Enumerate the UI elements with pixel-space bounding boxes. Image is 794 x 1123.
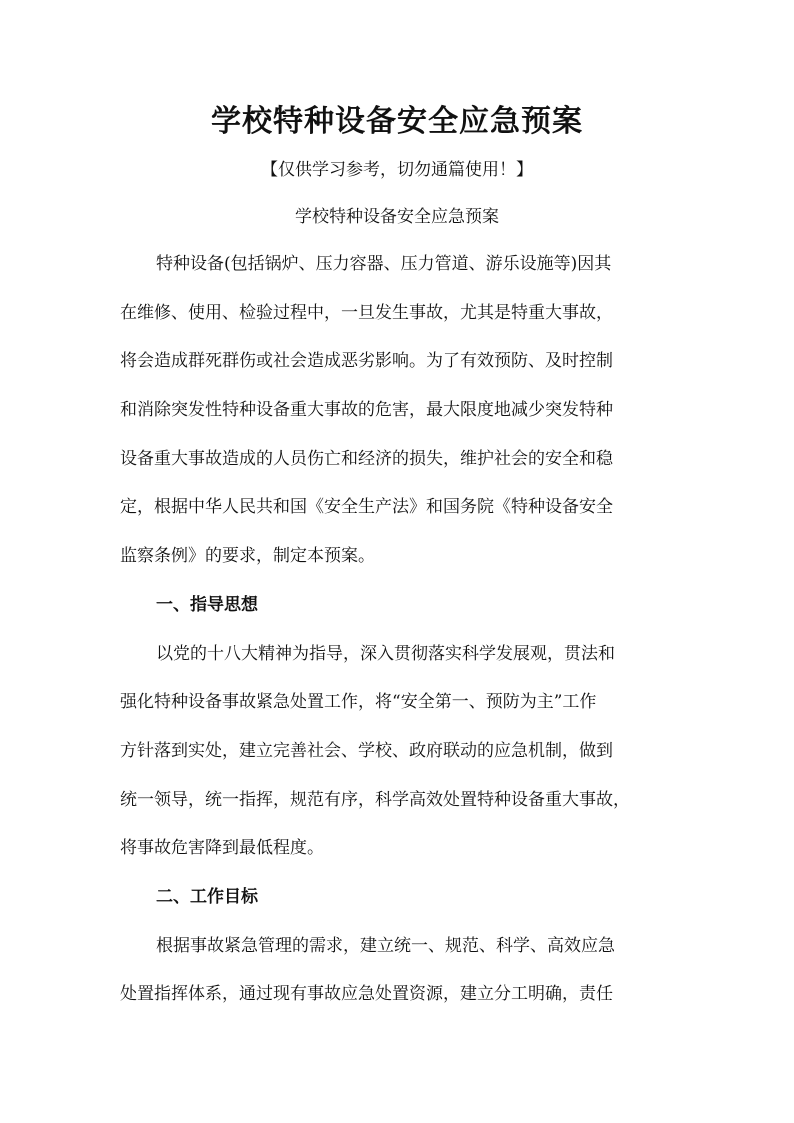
paragraph-line: 强化特种设备事故紧急处置工作，将“安全第一、预防为主”工作 [120, 692, 597, 713]
paragraph-line: 统一领导，统一指挥，规范有序，科学高效处置特种设备重大事故， [120, 789, 630, 810]
section-heading-guiding-ideology: 一、指导思想 [156, 594, 258, 615]
paragraph-line: 在维修、使用、检验过程中，一旦发生事故，尤其是特重大事故， [120, 302, 613, 323]
usage-notice: 【仅供学习参考，切勿通篇使用！】 [261, 160, 533, 180]
paragraph-line: 特种设备(包括锅炉、压力容器、压力管道、游乐设施等)因其 [156, 254, 612, 274]
paragraph-line: 设备重大事故造成的人员伤亡和经济的损失，维护社会的安全和稳 [120, 448, 613, 469]
section-heading-work-goals: 二、工作目标 [156, 886, 258, 907]
paragraph-line: 和消除突发性特种设备重大事故的危害，最大限度地减少突发特种 [120, 400, 613, 421]
document-title: 学校特种设备安全应急预案 [211, 104, 583, 139]
document-subtitle: 学校特种设备安全应急预案 [295, 207, 499, 227]
paragraph-line: 将会造成群死群伤或社会造成恶劣影响。为了有效预防、及时控制 [120, 351, 613, 372]
paragraph-line: 处置指挥体系，通过现有事故应急处置资源，建立分工明确，责任 [120, 984, 613, 1005]
paragraph-line: 定，根据中华人民共和国《安全生产法》和国务院《特种设备安全 [120, 497, 613, 518]
paragraph-line: 将事故危害降到最低程度。 [120, 838, 324, 859]
paragraph-line: 根据事故紧急管理的需求，建立统一、规范、科学、高效应急 [156, 935, 615, 956]
paragraph-line: 监察条例》的要求，制定本预案。 [120, 546, 375, 567]
paragraph-line: 方针落到实处，建立完善社会、学校、政府联动的应急机制，做到 [120, 740, 613, 761]
document-body [120, 240, 690, 1019]
paragraph-line: 以党的十八大精神为指导，深入贯彻落实科学发展观，贯法和 [156, 643, 615, 664]
